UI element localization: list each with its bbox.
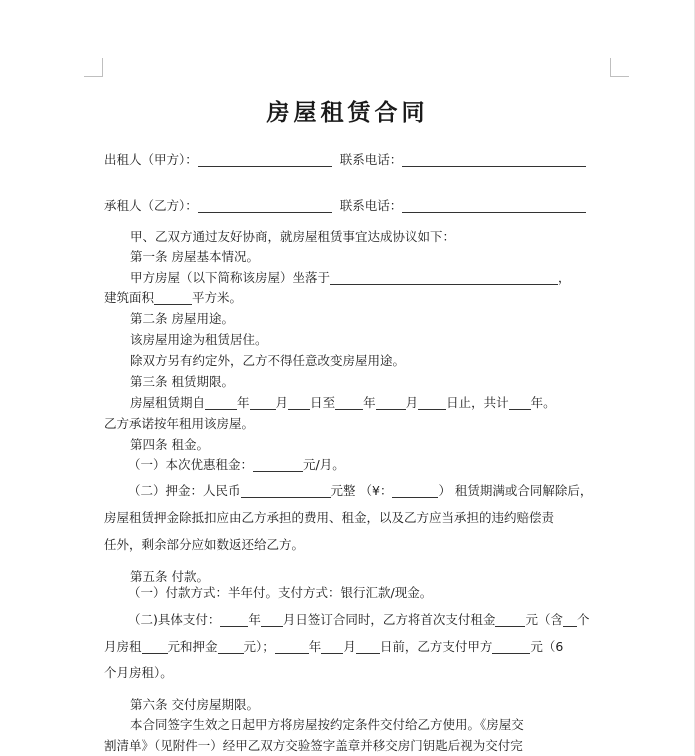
- article-6-handover: 割清单》（见附件一）经甲乙双方交验签字盖章并移交房门钥匙后视为交付完: [104, 738, 523, 753]
- article-4-deposit-refund: 任外，剩余部分应如数返还给乙方。: [104, 537, 305, 552]
- article-4-deposit: （二）押金：人民币 元整 （¥： ） 租赁期满或合同解除后，: [128, 483, 593, 498]
- article-5-six-months: 个月房租）。: [104, 665, 173, 680]
- article-2-usage: 该房屋用途为租赁居住。: [130, 332, 268, 347]
- article-4-heading: 第四条 租金。: [130, 437, 209, 452]
- article-3-heading: 第三条 租赁期限。: [130, 374, 234, 389]
- lessee-blank: [198, 198, 332, 213]
- article-1-area: 建筑面积 平方米。: [104, 290, 243, 305]
- article-5-method: （一）付款方式：半年付。支付方式：银行汇款/现金。: [128, 585, 433, 600]
- rent-blank: [253, 457, 303, 472]
- article-2-restriction: 除双方另有约定外，乙方不得任意改变房屋用途。: [130, 353, 406, 368]
- deposit-amount-blank: [392, 483, 438, 498]
- deposit-blank: [241, 483, 331, 498]
- lessee-phone-blank: [402, 198, 586, 213]
- article-4-rent: （一）本次优惠租金： 元/月。: [128, 457, 345, 472]
- lessee-label: 承租人（乙方）：: [104, 198, 198, 213]
- article-6-heading: 第六条 交付房屋期限。: [130, 697, 259, 712]
- lessor-line: [104, 150, 610, 170]
- article-3-term: 房屋租赁期自 年 月 日至 年 月 日止，共计 年。: [130, 395, 556, 410]
- margin-corner-mark-left: [84, 58, 103, 77]
- article-6-delivery: 本合同签字生效之日起甲方将房屋按约定条件交付给乙方使用。《房屋交: [130, 717, 524, 732]
- article-5-schedule-cont: 月房租 元和押金 元）； 年 月 日前，乙方支付甲方 元（6: [104, 639, 564, 654]
- margin-corner-mark-right: [610, 58, 629, 77]
- article-1-heading: 第一条 房屋基本情况。: [130, 249, 259, 264]
- article-2-heading: 第二条 房屋用途。: [130, 311, 234, 326]
- area-blank: [154, 290, 192, 305]
- lessor-blank: [198, 152, 332, 167]
- article-5-schedule: （二)具体支付： 年 月日签订合同时，乙方将首次支付租金 元（含 个: [128, 612, 590, 627]
- lessor-phone-blank: [402, 152, 586, 167]
- intro-paragraph: 甲、乙双方通过友好协商，就房屋租赁事宜达成协议如下：: [130, 229, 456, 244]
- lessee-line: [104, 196, 610, 216]
- article-1-location: 甲方房屋（以下简称该房屋）坐落于 ，: [130, 270, 571, 285]
- lessor-label: 出租人（甲方）：: [104, 152, 198, 167]
- document-title: 房屋租赁合同: [266, 99, 429, 126]
- article-3-commitment: 乙方承诺按年租用该房屋。: [104, 416, 255, 431]
- article-4-deposit-terms: 房屋租赁押金除抵扣应由乙方承担的费用、租金，以及乙方应当承担的违约赔偿责: [104, 510, 555, 525]
- lessee-phone-label: 联系电话：: [339, 198, 403, 213]
- lessor-phone-label: 联系电话：: [339, 152, 403, 167]
- article-5-heading: 第五条 付款。: [130, 569, 209, 584]
- location-blank: [330, 270, 558, 285]
